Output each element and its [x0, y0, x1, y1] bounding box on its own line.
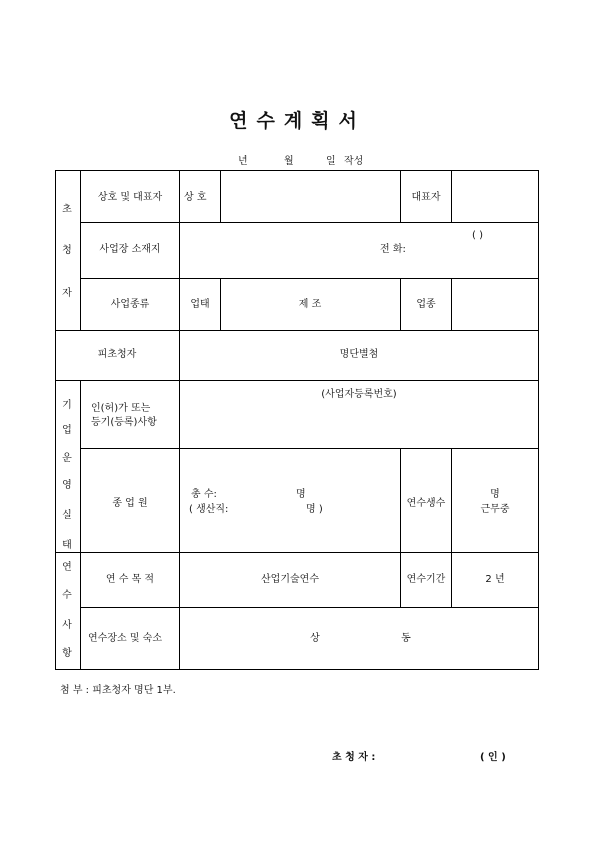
row-line [80, 607, 539, 608]
production-unit: 명 ) [306, 504, 323, 515]
section-company-char: 실 [62, 510, 72, 521]
label-representative: 대표자 [411, 192, 441, 203]
label-purpose: 연 수 목 적 [105, 574, 155, 585]
label-production: ( 생산직: [189, 504, 229, 515]
trainees-unit: 명 [490, 489, 500, 500]
trainees-working: 근무중 [480, 504, 510, 515]
label-period: 연수기간 [406, 574, 446, 585]
label-trainees: 연수생수 [406, 498, 446, 509]
col-line [220, 170, 221, 222]
section-training-char: 항 [62, 648, 72, 659]
row-line [55, 330, 539, 331]
signature-label: 초 청 자 : [332, 752, 376, 763]
date-month: 월 [284, 156, 294, 167]
label-employees: 종 업 원 [112, 498, 148, 509]
row-line [80, 222, 539, 223]
row-line [55, 380, 539, 381]
section-company-char: 태 [62, 540, 72, 551]
col-line [220, 278, 221, 330]
section-inviter-char: 초 [62, 204, 72, 215]
col-line [400, 448, 401, 607]
section-company-char: 기 [62, 400, 72, 411]
label-business-type: 업태 [190, 299, 210, 310]
label-business-item: 업종 [416, 299, 436, 310]
row-line [55, 552, 539, 553]
col-line [451, 170, 452, 222]
place-value-1: 상 [310, 633, 320, 644]
section-inviter-char: 청 [62, 245, 72, 256]
label-trade-name: 상 호 [184, 192, 207, 203]
label-business-kind: 사업종류 [110, 299, 150, 310]
row-line [80, 448, 539, 449]
label-name-rep: 상호 및 대표자 [97, 192, 163, 203]
label-address: 사업장 소재지 [99, 244, 161, 255]
col-line [400, 170, 401, 222]
period-value: 2 년 [485, 574, 505, 585]
section-company-char: 업 [62, 425, 72, 436]
label-license-1: 인(허)가 또는 [91, 403, 151, 414]
section-inviter-char: 자 [62, 288, 72, 299]
place-value-2: 동 [401, 633, 411, 644]
label-phone: 전 화: [380, 244, 406, 255]
signature-seal: ( 인 ) [480, 752, 506, 763]
label-license-2: 등기(등록)사항 [91, 417, 157, 428]
business-reg-number-label: (사업자등록번호) [321, 389, 397, 400]
phone-area-paren: ( ) [472, 230, 483, 241]
purpose-value: 산업기술연수 [261, 574, 319, 585]
col-line [451, 448, 452, 607]
row-line [80, 278, 539, 279]
section-training-char: 사 [62, 620, 72, 631]
section-company-char: 운 [62, 453, 72, 464]
date-made: 작성 [344, 156, 364, 167]
invitee-value: 명단별첨 [339, 349, 379, 360]
section-training-char: 수 [62, 590, 72, 601]
section-training-char: 연 [62, 562, 72, 573]
attachment-note: 첨 부 : 피초청자 명단 1부. [60, 685, 176, 696]
col-line [80, 380, 81, 670]
section-company-char: 영 [62, 480, 72, 491]
date-day: 일 [326, 156, 336, 167]
total-unit: 명 [296, 489, 306, 500]
label-total: 총 수: [191, 489, 217, 500]
date-year: 년 [238, 156, 248, 167]
document-title: 연수계획서 [229, 110, 366, 132]
business-type-value: 제 조 [298, 299, 322, 310]
label-place: 연수장소 및 숙소 [88, 633, 162, 644]
col-line [179, 170, 180, 670]
label-invitee: 피초청자 [97, 349, 137, 360]
col-line [80, 170, 81, 330]
col-line [400, 278, 401, 330]
col-line [451, 278, 452, 330]
